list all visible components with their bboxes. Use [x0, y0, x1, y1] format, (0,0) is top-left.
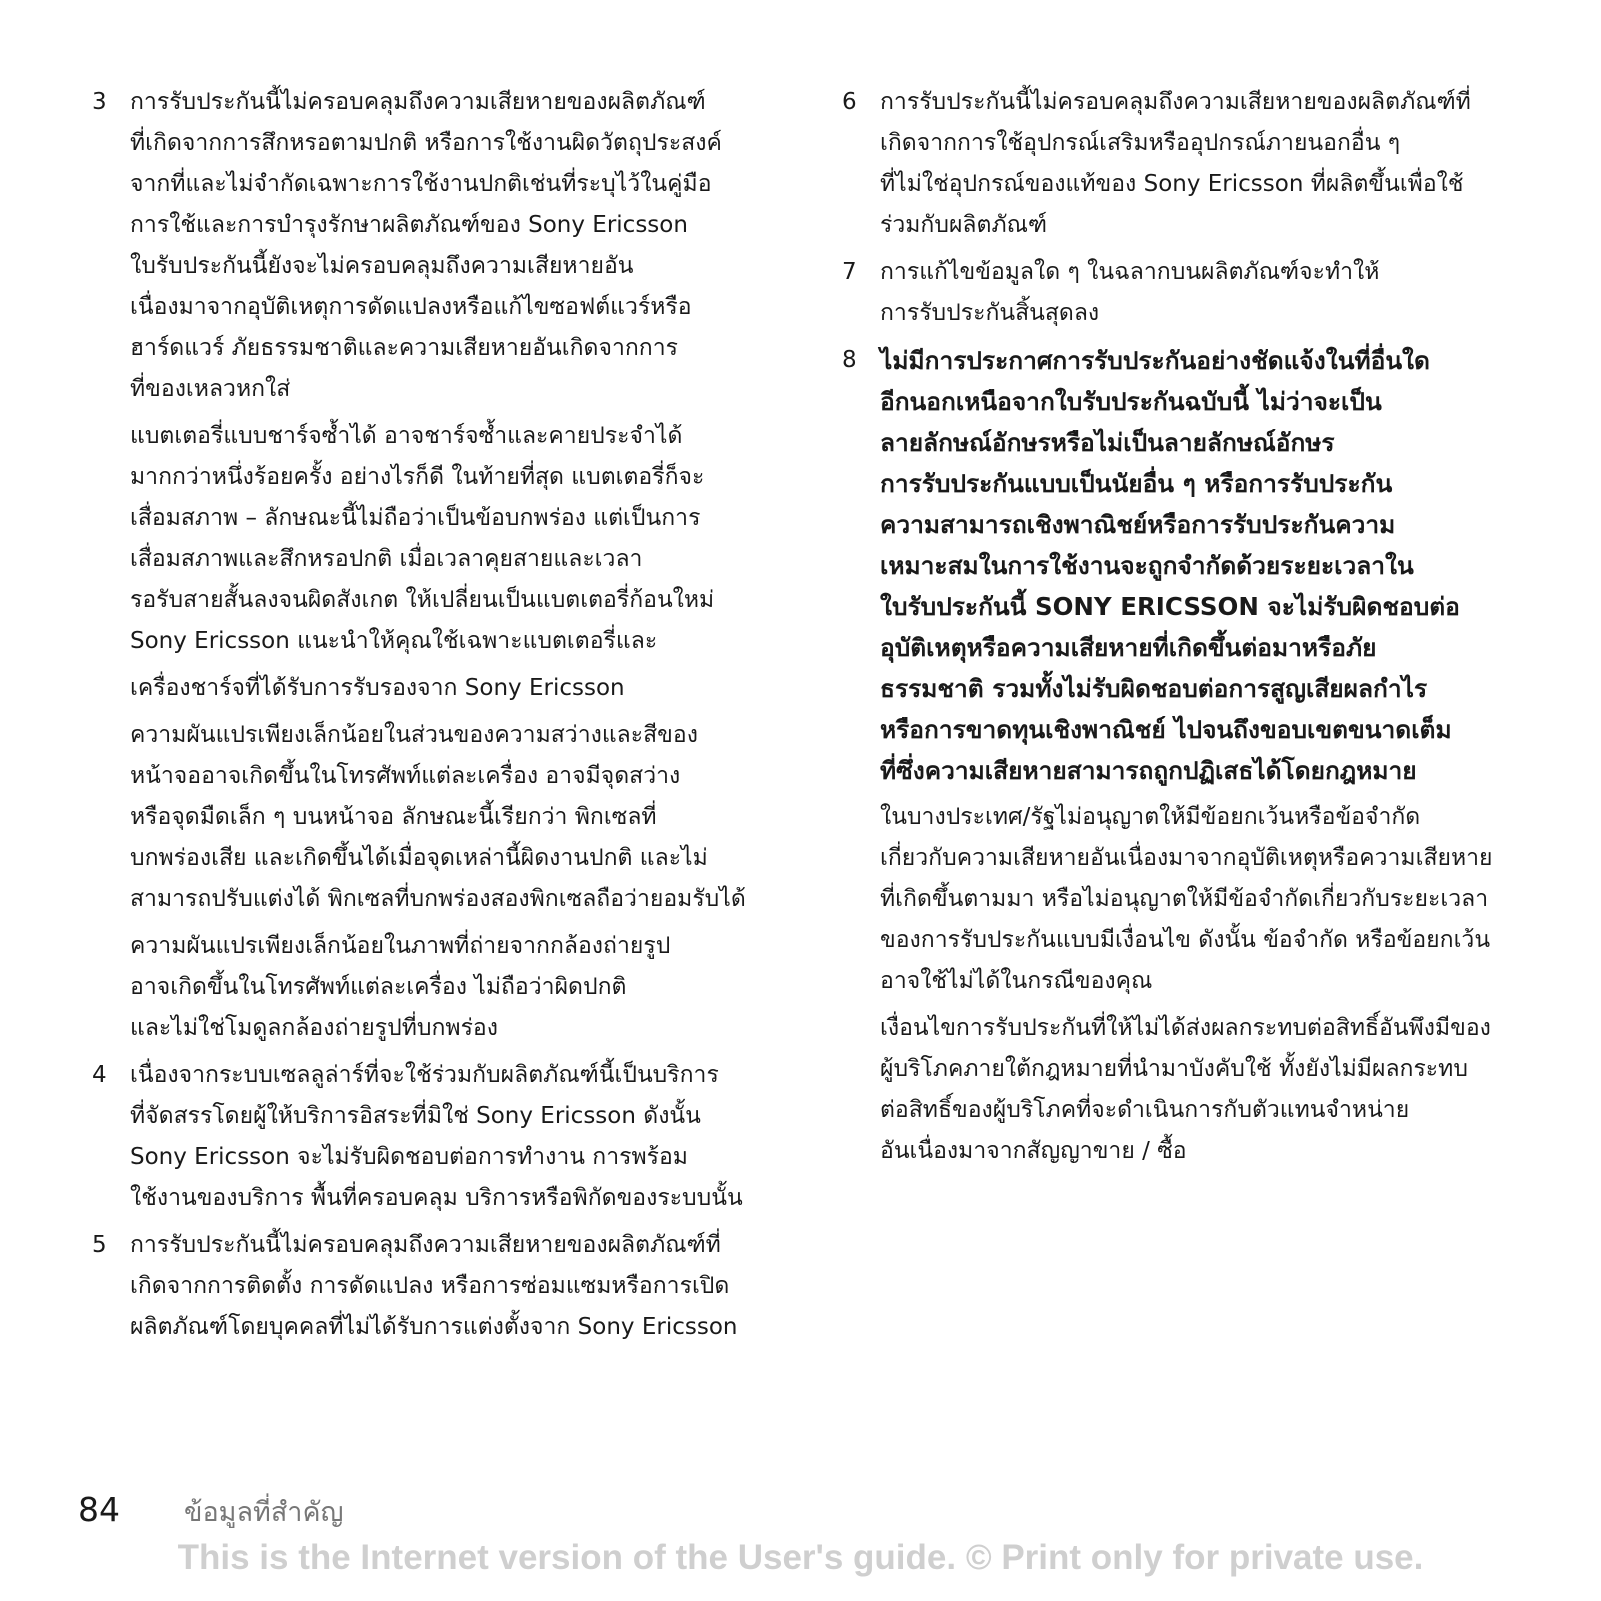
text-line: ความสามารถเชิงพาณิชย์หรือการรับประกันความ [880, 510, 1396, 539]
text-line: ผู้บริโภคภายใต้กฎหมายที่นำมาบังคับใช้ ทั้งยังไม่มีผลกระทบ [880, 1056, 1468, 1082]
text-line: เครื่องชาร์จที่ได้รับการรับรองจาก Sony Ericsson [130, 675, 625, 701]
text-line: ที่ไม่ใช่อุปกรณ์ของแท้ของ Sony Ericsson ที่ผลิตขึ้นเพื่อใช้ [880, 171, 1464, 197]
text-line: หน้าจออาจเกิดขึ้นในโทรศัพท์แต่ละเครื่อง อาจมีจุดสว่าง [130, 763, 681, 789]
item-number: 7 [842, 259, 857, 285]
text-line: ร่วมกับผลิตภัณฑ์ [880, 212, 1048, 238]
text-line: การรับประกันแบบเป็นนัยอื่น ๆ หรือการรับประกัน [880, 469, 1393, 498]
text-line: จากที่และไม่จำกัดเฉพาะการใช้งานปกติเช่นที่ระบุไว้ในคู่มือ [130, 171, 712, 197]
left-column [88, 82, 778, 1354]
text-line: บกพร่องเสีย และเกิดขึ้นได้เมื่อจุดเหล่านี้ผิดงานปกติ และไม่ [130, 845, 708, 871]
text-line: อีกนอกเหนือจากใบรับประกันฉบับนี้ ไม่ว่าจะเป็น [880, 387, 1382, 416]
states-paragraph [838, 797, 1528, 1002]
text-line: อันเนื่องมาจากสัญญาขาย / ซื้อ [880, 1138, 1187, 1164]
text-line: เกิดจากการใช้อุปกรณ์เสริมหรืออุปกรณ์ภายนอกอื่น ๆ [880, 130, 1401, 156]
text-line: รอรับสายสั้นลงจนผิดสังเกต ให้เปลี่ยนเป็นแบตเตอรี่ก้อนใหม่ [130, 587, 715, 613]
text-line: ที่จัดสรรโดยผู้ให้บริการอิสระที่มิใช่ Sony Ericsson ดังนั้น [130, 1103, 701, 1129]
text-line: ใช้งานของบริการ พื้นที่ครอบคลุม บริการหรือพิกัดของระบบนั้น [130, 1185, 743, 1211]
text-line: เงื่อนไขการรับประกันที่ให้ไม่ได้ส่งผลกระทบต่อสิทธิ์อันพึงมีของ [880, 1015, 1491, 1041]
text-line: หรือจุดมืดเล็ก ๆ บนหน้าจอ ลักษณะนี้เรียกว่า พิกเซลที่ [130, 804, 657, 830]
watermark-notice: This is the Internet version of the User's guide. © Print only for private use. [177, 1538, 1424, 1577]
text-line: ฮาร์ดแวร์ ภัยธรรมชาติและความเสียหายอันเกิดจากการ [130, 335, 679, 361]
text-line: และไม่ใช่โมดูลกล้องถ่ายรูปที่บกพร่อง [130, 1015, 498, 1041]
text-line: ที่เกิดจากการสึกหรอตามปกติ หรือการใช้งานผิดวัตถุประสงค์ [130, 130, 722, 156]
camera-paragraph [88, 926, 778, 1049]
text-line: มากกว่าหนึ่งร้อยครั้ง อย่างไรก็ดี ในท้ายที่สุด แบตเตอรี่ก็จะ [130, 464, 705, 490]
display-paragraph [88, 715, 778, 920]
text-line: เกิดจากการติดตั้ง การดัดแปลง หรือการซ่อมแซมหรือการเปิด [130, 1273, 730, 1299]
text-line: ความผันแปรเพียงเล็กน้อยในส่วนของความสว่างและสีของ [130, 722, 698, 748]
warranty-item-5 [88, 1225, 778, 1348]
battery-paragraph [88, 416, 778, 662]
text-line: ต่อสิทธิ์ของผู้บริโภคที่จะดำเนินการกับตัวแทนจำหน่าย [880, 1097, 1410, 1123]
text-line: การรับประกันสิ้นสุดลง [880, 300, 1100, 326]
page-number: 84 [78, 1490, 120, 1529]
warranty-item-4 [88, 1055, 778, 1219]
text-line: ที่ของเหลวหกใส่ [130, 376, 291, 402]
text-line: เหมาะสมในการใช้งานจะถูกจำกัดด้วยระยะเวลาใน [880, 551, 1414, 580]
consumer-rights-paragraph [838, 1008, 1528, 1172]
text-line: ที่ซึ่งความเสียหายสามารถถูกปฏิเสธได้โดยกฎหมาย [880, 756, 1417, 785]
text-line: อาจเกิดขึ้นในโทรศัพท์แต่ละเครื่อง ไม่ถือว่าผิดปกติ [130, 974, 627, 1000]
section-title: ข้อมูลที่สำคัญ [184, 1497, 344, 1528]
text-line: การใช้และการบำรุงรักษาผลิตภัณฑ์ของ Sony Ericsson [130, 212, 688, 238]
warranty-item-7 [838, 252, 1528, 334]
text-line: ธรรมชาติ รวมทั้งไม่รับผิดชอบต่อการสูญเสียผลกำไร [880, 674, 1428, 703]
text-line: หรือการขาดทุนเชิงพาณิชย์ ไปจนถึงขอบเขตขนาดเต็ม [880, 715, 1452, 744]
warranty-item-6 [838, 82, 1528, 246]
text-line: ที่เกิดขึ้นตามมา หรือไม่อนุญาตให้มีข้อจำกัดเกี่ยวกับระยะเวลา [880, 886, 1489, 912]
text-line: เกี่ยวกับความเสียหายอันเนื่องมาจากอุบัติเหตุหรือความเสียหาย [880, 845, 1493, 871]
text-line: เสื่อมสภาพ – ลักษณะนี้ไม่ถือว่าเป็นข้อบกพร่อง แต่เป็นการ [130, 505, 701, 531]
text-line: ไม่มีการประกาศการรับประกันอย่างชัดแจ้งในที่อื่นใด [880, 346, 1430, 375]
item-number: 6 [842, 89, 857, 115]
text-line: อาจใช้ไม่ได้ในกรณีของคุณ [880, 968, 1153, 994]
item-number: 3 [92, 89, 107, 115]
text-line: Sony Ericsson จะไม่รับผิดชอบต่อการทำงาน การพร้อม [130, 1144, 688, 1170]
text-line: การรับประกันนี้ไม่ครอบคลุมถึงความเสียหายของผลิตภัณฑ์ที่ [130, 1232, 721, 1258]
item-number: 5 [92, 1232, 107, 1258]
item-number: 4 [92, 1062, 107, 1088]
text-line: เนื่องมาจากอุบัติเหตุการดัดแปลงหรือแก้ไขซอฟต์แวร์หรือ [130, 294, 692, 320]
text-line: การรับประกันนี้ไม่ครอบคลุมถึงความเสียหายของผลิตภัณฑ์ [130, 89, 706, 115]
text-line: แบตเตอรี่แบบชาร์จซ้ำได้ อาจชาร์จซ้ำและคายประจำได้ [130, 423, 683, 449]
text-line: ความผันแปรเพียงเล็กน้อยในภาพที่ถ่ายจากกล้องถ่ายรูป [130, 933, 671, 959]
text-line: Sony Ericsson แนะนำให้คุณใช้เฉพาะแบตเตอรี่และ [130, 628, 658, 654]
text-line: ผลิตภัณฑ์โดยบุคคลที่ไม่ได้รับการแต่งตั้งจาก Sony Ericsson [130, 1314, 738, 1340]
text-line: เสื่อมสภาพและสึกหรอปกติ เมื่อเวลาคุยสายและเวลา [130, 546, 643, 572]
text-line: ลายลักษณ์อักษรหรือไม่เป็นลายลักษณ์อักษร [880, 428, 1335, 457]
right-column [838, 82, 1528, 1178]
text-line: การรับประกันนี้ไม่ครอบคลุมถึงความเสียหายของผลิตภัณฑ์ที่ [880, 89, 1471, 115]
text-line: สามารถปรับแต่งได้ พิกเซลที่บกพร่องสองพิกเซลถือว่ายอมรับได้ [130, 886, 746, 912]
text-line: ในบางประเทศ/รัฐไม่อนุญาตให้มีข้อยกเว้นหรือข้อจำกัด [880, 804, 1421, 830]
text-line: ของการรับประกันแบบมีเงื่อนไข ดังนั้น ข้อจำกัด หรือข้อยกเว้น [880, 927, 1491, 953]
text-line: ใบรับประกันนี้ยังจะไม่ครอบคลุมถึงความเสียหายอัน [130, 253, 634, 279]
charger-paragraph [88, 668, 778, 709]
item-number: 8 [842, 347, 857, 373]
text-line: เนื่องจากระบบเซลลูล่าร์ที่จะใช้ร่วมกับผลิตภัณฑ์นี้เป็นบริการ [130, 1062, 719, 1088]
text-line: ใบรับประกันนี้ SONY ERICSSON จะไม่รับผิดชอบต่อ [880, 592, 1460, 621]
warranty-item-8 [838, 340, 1528, 791]
text-line: อุบัติเหตุหรือความเสียหายที่เกิดขึ้นต่อมาหรือภัย [880, 633, 1377, 662]
warranty-item-3 [88, 82, 778, 410]
text-line: การแก้ไขข้อมูลใด ๆ ในฉลากบนผลิตภัณฑ์จะทำให้ [880, 259, 1380, 285]
